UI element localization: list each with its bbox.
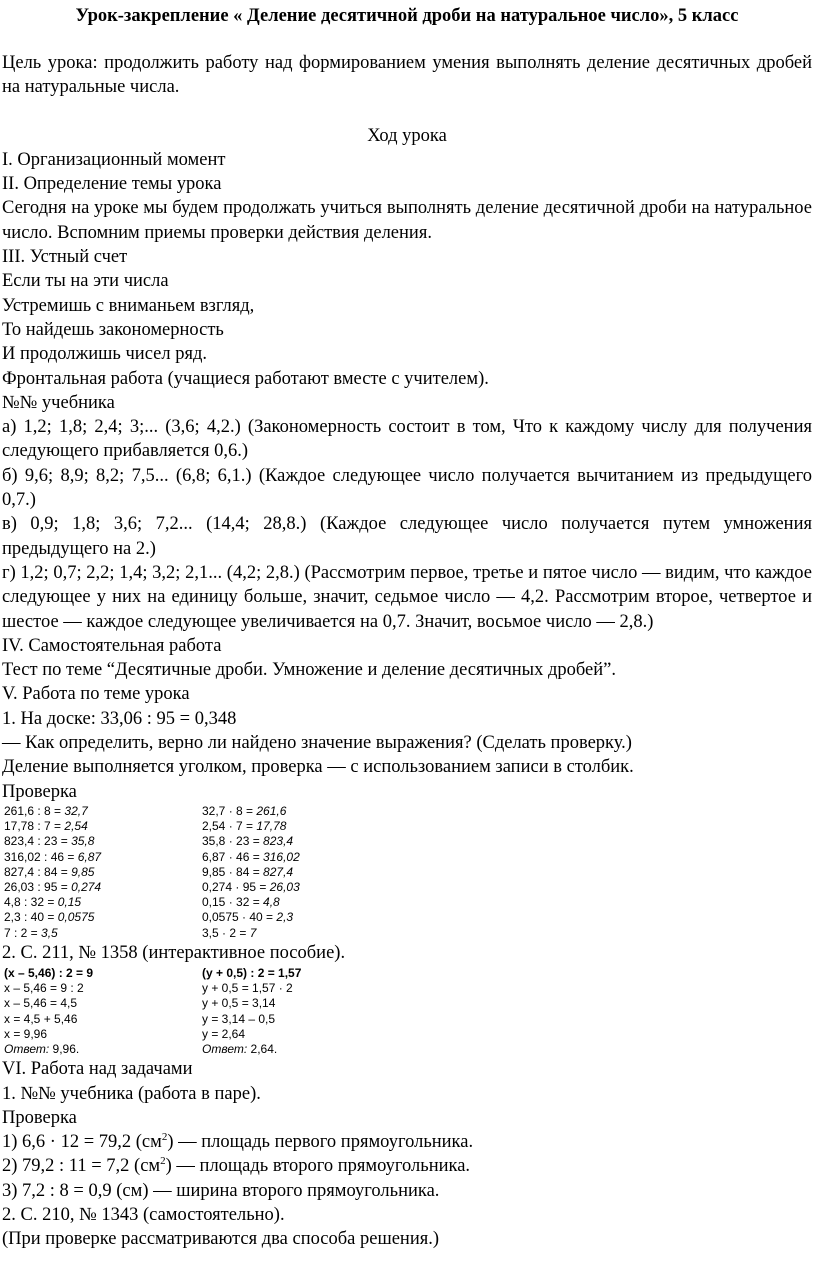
calc-result: 26,03 [269,879,300,894]
calc-result: 32,7 [64,803,88,818]
course-heading: Ход урока [367,125,447,146]
calc-expression: 17,78 : 7 = [4,819,65,834]
spacer [2,28,812,51]
calc-result: 9,85 [71,864,95,879]
line: 1. На доске: 33,06 : 95 = 0,348 [2,708,237,729]
equation-left [4,966,202,1057]
line: — Как определить, верно ли найдено значение выражения? (Сделать проверку.) [2,733,632,754]
line: Деление выполняется уголком, проверка — с использованием записи в столбик. [2,757,634,778]
calc-result: 17,78 [256,819,287,834]
calc-expression: 0,15 · 32 = [202,895,264,910]
calc-result: 827,4 [263,864,294,879]
calc-result: 4,8 [263,895,280,910]
line: (При проверке рассматриваются два способа решения.) [2,1229,440,1250]
line: 1. №№ учебника (работа в паре). [2,1083,261,1104]
calc-expression: 261,6 : 8 = [4,803,65,818]
superscript: 2 [160,1155,166,1168]
page-title: Урок-закрепление « Деление десятичной дроби на натуральное число», 5 класс [75,6,739,26]
calc-row [202,895,400,910]
answer-value: 9,96. [52,1042,80,1057]
calc-expression: 3,5 · 2 = [202,925,250,940]
calc-text: 1) 6,6 · 12 = 79,2 (см [2,1132,162,1153]
calc-expression: 2,3 : 40 = [4,910,58,925]
calc-row [4,880,202,895]
equation-head: (y + 0,5) : 2 = 1,57 [202,966,302,981]
equation-step: x – 5,46 = 4,5 [4,996,78,1011]
equation-head: (x – 5,46) : 2 = 9 [4,966,94,981]
calc-result: 7 [249,925,257,940]
calc-result: 6,87 [77,849,102,864]
line: VI. Работа над задачами [2,1059,193,1080]
equation-step: x = 4,5 + 5,46 [4,1011,78,1026]
equation-answer [4,1042,202,1057]
calc-row [202,926,400,941]
equation-step: x – 5,46 = 9 : 2 [4,981,84,996]
poem-line: И продолжишь чисел ряд. [2,344,207,365]
calc-result: 0,274 [71,879,102,894]
equation-step: y = 2,64 [202,1026,246,1041]
equation-right [202,966,402,1057]
answer-value: 2,64. [250,1042,278,1057]
poem-line: Устремишь с вниманьем взгляд, [2,295,255,316]
calc-result: 3,5 [41,925,58,940]
calc-result: 35,8 [71,834,95,849]
calc-expression: 6,87 · 46 = [202,849,264,864]
line: Проверка [2,1107,77,1128]
line: V. Работа по теме урока [2,684,190,705]
poem-line: Если ты на эти числа [2,271,169,292]
line: №№ учебника [2,392,115,413]
calc-result: 0,0575 [57,910,95,925]
equation-answer [202,1042,402,1057]
line: I. Организационный момент [2,149,226,170]
lesson-goal: Цель урока: продолжить работу над формированием умения выполнять деление десятичных дробей на натуральные числа. [2,53,812,98]
task-calc-1 [2,1130,812,1154]
line: Тест по теме “Десятичные дроби. Умножение и деление десятичных дробей”. [2,660,616,681]
answer-label: Ответ: [202,1042,248,1057]
calc-row [4,804,202,819]
equation-step: y + 0,5 = 1,57 · 2 [202,981,293,996]
calc-expression: 4,8 : 32 = [4,895,58,910]
calc-row [202,865,400,880]
calc-result: 261,6 [256,803,287,818]
line: 2. С. 210, № 1343 (самостоятельно). [2,1205,285,1226]
line: IV. Самостоятельная работа [2,635,222,656]
equation-step: y = 3,14 – 0,5 [202,1011,276,1026]
sequence-item-v: в) 0,9; 1,8; 3,6; 7,2... (14,4; 28,8.) (Каждое следующее число получается путем умножения предыдущего на 2.) [2,514,812,559]
equation-step: y + 0,5 = 3,14 [202,996,276,1011]
spacer [2,100,812,124]
multiplication-column [202,804,400,941]
calc-text: 2) 79,2 : 11 = 7,2 (см [2,1156,161,1177]
check-calculations [4,804,812,941]
calc-expression: 9,85 · 84 = [202,864,264,879]
calc-expression: 823,4 : 23 = [4,834,72,849]
answer-label: Ответ: [4,1042,50,1057]
calc-row [202,880,400,895]
calc-row [4,895,202,910]
sequence-item-a: а) 1,2; 1,8; 2,4; 3;... (3,6; 4,2.) (Закономерность состоит в том, Что к каждому числу для получения следующего прибавляется 0,6.) [2,417,812,462]
task-calc-2 [2,1154,812,1178]
document-page [0,4,816,1274]
calc-text: ) — площадь первого прямоугольника. [167,1132,474,1153]
calc-expression: 35,8 · 23 = [202,834,264,849]
calc-row [4,834,202,849]
line: Проверка [2,781,77,802]
calc-expression: 316,02 : 46 = [4,849,78,864]
calc-result: 2,54 [64,819,88,834]
superscript: 2 [161,1131,168,1144]
calc-expression: 827,4 : 84 = [4,864,72,879]
calc-row [4,865,202,880]
sequence-item-g: г) 1,2; 0,7; 2,2; 1,4; 3,2; 2,1... (4,2; 2,8.) (Рассмотрим первое, третье и пятое число — видим, что каждое следующее у них на единицу больше, значит, седьмое число — 4,2. Рассмотрим второе, четвертое и шестое — каждое следующее увеличивается на 0,7. Значит, восьмое число — 2,8.) [2,562,812,632]
calc-row [4,850,202,865]
line: Фронтальная работа (учащиеся работают вместе с учителем). [2,368,489,389]
calc-row [4,926,202,941]
calc-expression: 0,274 · 95 = [202,879,270,894]
calc-row [202,834,400,849]
topic-paragraph: Сегодня на уроке мы будем продолжать учиться выполнять деление десятичной дроби на натуральное число. Вспомним приемы проверки действия деления. [2,198,812,243]
line: 3) 7,2 : 8 = 0,9 (см) — ширина второго прямоугольника. [2,1180,440,1201]
calc-row [202,910,400,925]
calc-expression: 0,0575 · 40 = [202,910,277,925]
division-column [4,804,202,941]
calc-row [202,804,400,819]
calc-result: 0,15 [57,895,82,910]
calc-result: 823,4 [263,834,294,849]
calc-expression: 7 : 2 = [4,925,42,940]
equation-solutions [4,966,812,1057]
line: II. Определение темы урока [2,174,222,195]
line: III. Устный счет [2,247,128,268]
calc-row [202,819,400,834]
calc-row [4,819,202,834]
calc-text: ) — площадь второго прямоугольника. [165,1156,471,1177]
calc-expression: 32,7 · 8 = [202,803,257,818]
line: 2. С. 211, № 1358 (интерактивное пособие). [2,942,346,963]
calc-row [4,910,202,925]
calc-result: 316,02 [263,849,300,864]
calc-expression: 26,03 : 95 = [4,879,72,894]
calc-expression: 2,54 · 7 = [202,819,257,834]
sequence-item-b: б) 9,6; 8,9; 8,2; 7,5... (6,8; 6,1.) (Каждое следующее число получается вычитанием из предыдущего 0,7.) [2,465,812,511]
calc-result: 2,3 [276,910,294,925]
calc-row [202,850,400,865]
poem-line: То найдешь закономерность [2,319,224,340]
equation-step: x = 9,96 [4,1026,48,1041]
